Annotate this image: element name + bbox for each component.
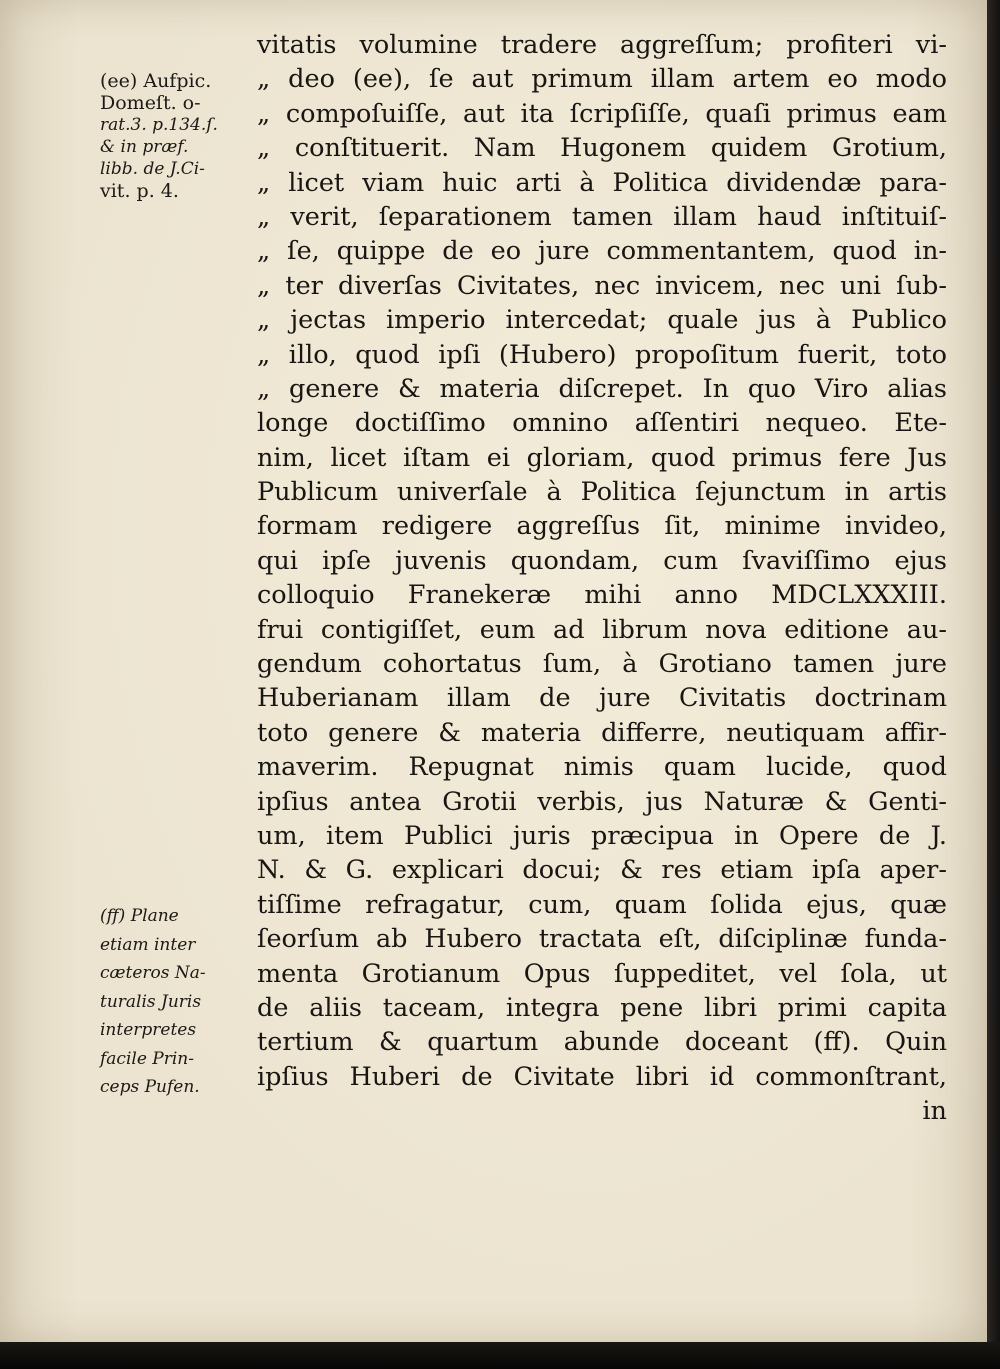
text-line: tertium & quartum abunde doceant (ff). Quin (257, 1027, 947, 1058)
text-line: Huberianam illam de jure Civitatis doctrinam (257, 683, 947, 714)
text-line: „ conſtituerit. Nam Hugonem quidem Grotium, (257, 133, 947, 164)
text-line: „ deo (ee), ſe aut primum illam artem eo modo (257, 64, 947, 95)
marginal-note-line: libb. de J.Ci- (100, 159, 205, 179)
text-line: menta Grotianum Opus ſuppeditet, vel ſola, ut (257, 958, 947, 989)
text-line: gendum cohortatus ſum, à Grotiano tamen jure (257, 649, 947, 680)
text-line: toto genere & materia differre, neutiquam affir- (257, 717, 947, 748)
marginal-note-line: ceps Pufen. (100, 1077, 200, 1097)
text-line: frui contigiſſet, eum ad librum nova editione au- (257, 614, 947, 645)
text-line: in (922, 1096, 947, 1127)
text-line: „ verit, ſeparationem tamen illam haud inſtituiſ- (257, 201, 947, 232)
text-line: vitatis volumine tradere aggreſſum; profiteri vi- (257, 30, 947, 60)
text-line: N. & G. explicari docui; & res etiam ipſa aper- (257, 855, 947, 886)
text-line: formam redigere aggreſſus ſit, minime invideo, (257, 511, 947, 542)
text-line: „ ſe, quippe de eo jure commentantem, quod in- (257, 236, 947, 267)
marginal-note-line: & in præf. (100, 137, 189, 157)
text-line: maverim. Repugnat nimis quam lucide, quod (257, 752, 947, 783)
text-line: „ licet viam huic arti à Politica dividendæ para- (257, 167, 947, 198)
page-edge-right (987, 0, 1000, 1342)
marginal-note-line: turalis Juris (100, 991, 202, 1012)
text-line: ipſius Huberi de Civitate libri id commonſtrant, (257, 1061, 947, 1092)
marginal-note-line: interpretes (100, 1020, 197, 1040)
text-line: de aliis taceam, integra pene libri primi capita (257, 992, 947, 1023)
text-line: Publicum univerſale à Politica ſejunctum in artis (257, 477, 947, 508)
text-line: longe doctiſſimo omnino aſſentiri nequeo. Ete- (257, 408, 947, 439)
marginal-note-ff (100, 902, 250, 1102)
text-line: colloquio Franekeræ mihi anno MDCLXXXIII. (257, 580, 947, 611)
text-line: tiſſime refragatur, cum, quam ſolida ejus, quæ (257, 889, 947, 920)
marginal-note-ee (100, 70, 250, 202)
text-line: „ illo, quod ipſi (Hubero) propoſitum fuerit, toto (257, 339, 947, 370)
body-text (257, 28, 947, 1129)
page-edge-bottom (0, 1342, 1000, 1369)
text-line: qui ipſe juvenis quondam, cum ſvaviſſimo ejus (257, 545, 947, 576)
text-line: nim, licet iſtam ei gloriam, quod primus fere Jus (257, 442, 947, 473)
text-line: um, item Publici juris præcipua in Opere de J. (257, 820, 947, 851)
marginal-note-line: facile Prin- (100, 1048, 194, 1069)
text-line: „ compoſuiſſe, aut ita ſcripſiſſe, quaſi primus eam (257, 98, 947, 129)
text-line: „ genere & materia diſcrepet. In quo Viro alias (257, 373, 947, 404)
text-line: ipſius antea Grotii verbis, jus Naturæ & Genti- (257, 786, 947, 817)
marginal-note-line: (ff) Plane (100, 906, 179, 926)
text-line: „ ter diverſas Civitates, nec invicem, nec uni ſub- (257, 270, 947, 301)
text-line: „ jectas imperio intercedat; quale jus à Publico (257, 305, 947, 336)
marginal-note-line: rat.3. p.134.ſ. (100, 115, 218, 135)
marginal-note-line: (ee) Aufpic. (100, 70, 212, 92)
marginal-note-line: cæteros Na- (100, 963, 206, 983)
marginal-note-line: etiam inter (100, 934, 196, 955)
marginal-note-line: vit. p. 4. (100, 180, 179, 202)
text-line: ſeorſum ab Hubero tractata eſt, diſciplinæ funda- (257, 924, 947, 955)
marginal-note-line: Domeſt. o- (100, 92, 201, 114)
